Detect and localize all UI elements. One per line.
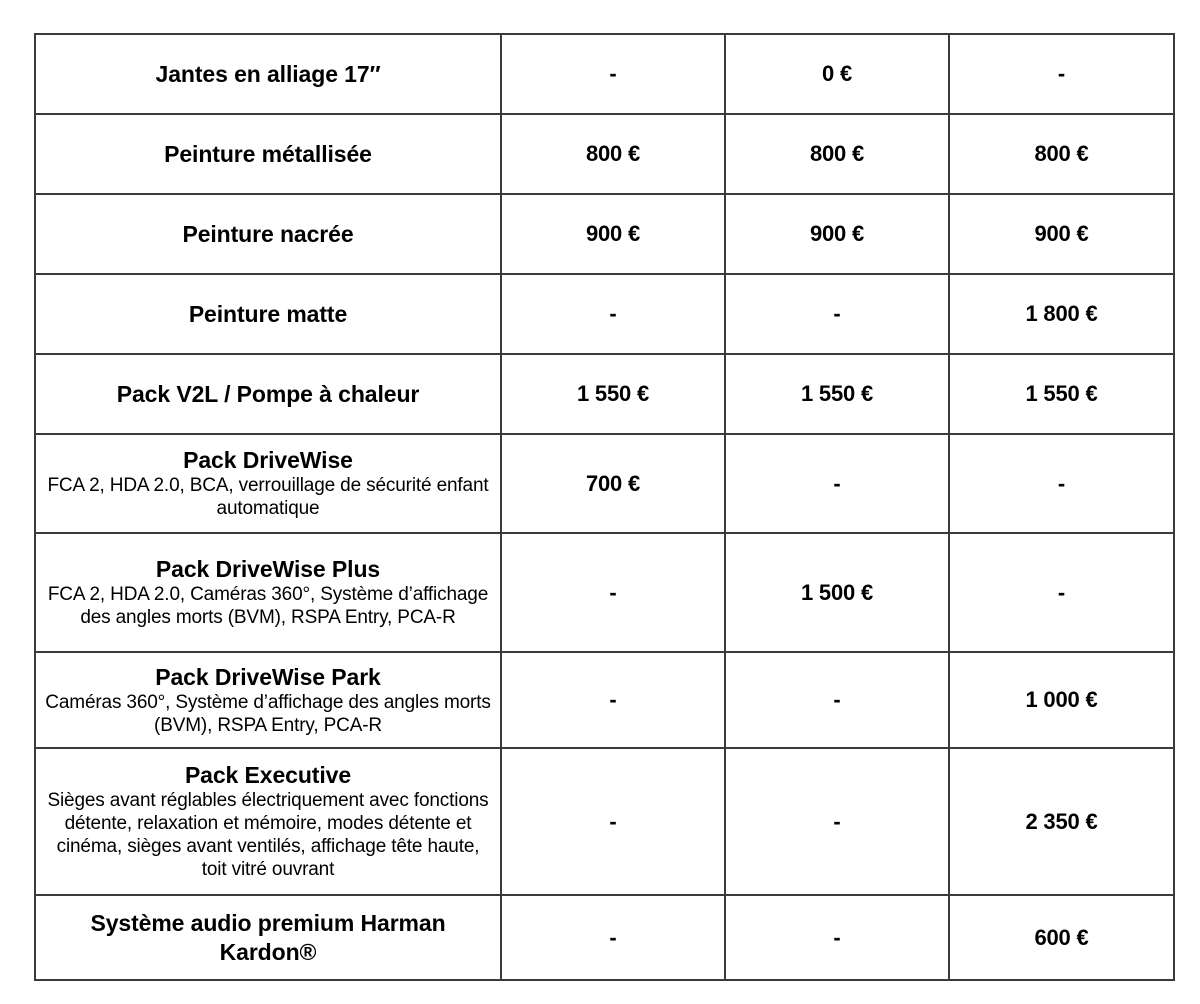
- price-cell-col3: 1 000 €: [949, 652, 1174, 748]
- option-label-cell: [35, 194, 501, 274]
- price-cell-col1: 800 €: [501, 114, 725, 194]
- option-description: FCA 2, HDA 2.0, Caméras 360°, Système d’affichage des angles morts (BVM), RSPA Entry, PCA-R: [47, 584, 489, 629]
- price-cell-col1: -: [501, 895, 725, 980]
- option-label-cell: [35, 114, 501, 194]
- price-cell-col3: -: [949, 34, 1174, 114]
- table-row: [35, 194, 1174, 274]
- price-cell-col2: 1 550 €: [725, 354, 949, 434]
- price-cell-col1: 900 €: [501, 194, 725, 274]
- options-pricing-table: [34, 33, 1175, 981]
- option-title: Peinture nacrée: [182, 220, 354, 247]
- price-cell-col3: 900 €: [949, 194, 1174, 274]
- price-cell-col2: 0 €: [725, 34, 949, 114]
- table-row: [35, 895, 1174, 980]
- option-title: Peinture métallisée: [164, 140, 372, 167]
- option-label-cell: [35, 748, 501, 895]
- table-row: [35, 114, 1174, 194]
- price-cell-col1: 1 550 €: [501, 354, 725, 434]
- table-row: [35, 354, 1174, 434]
- option-title: Jantes en alliage 17″: [155, 60, 381, 87]
- option-title: Pack DriveWise Park: [155, 663, 381, 690]
- option-label-cell: [35, 895, 501, 980]
- price-cell-col3: 1 550 €: [949, 354, 1174, 434]
- price-cell-col3: -: [949, 533, 1174, 652]
- option-description: Caméras 360°, Système d’affichage des angles morts (BVM), RSPA Entry, PCA-R: [45, 691, 491, 736]
- price-cell-col2: -: [725, 748, 949, 895]
- table-row: [35, 434, 1174, 533]
- price-cell-col1: -: [501, 533, 725, 652]
- price-cell-col3: -: [949, 434, 1174, 533]
- option-title: Peinture matte: [188, 300, 348, 327]
- price-cell-col3: 800 €: [949, 114, 1174, 194]
- price-cell-col2: -: [725, 895, 949, 980]
- price-cell-col2: -: [725, 652, 949, 748]
- option-title: Pack DriveWise Plus: [155, 556, 381, 583]
- option-label-cell: [35, 652, 501, 748]
- price-cell-col1: -: [501, 274, 725, 354]
- price-cell-col1: -: [501, 34, 725, 114]
- option-title: Pack Executive: [184, 762, 352, 789]
- price-cell-col2: 900 €: [725, 194, 949, 274]
- table-row: [35, 748, 1174, 895]
- option-label-cell: [35, 274, 501, 354]
- price-cell-col2: 800 €: [725, 114, 949, 194]
- price-cell-col3: 1 800 €: [949, 274, 1174, 354]
- option-description: FCA 2, HDA 2.0, BCA, verrouillage de sécurité enfant automatique: [47, 475, 489, 520]
- option-title: Pack DriveWise: [183, 447, 353, 474]
- table-body: [35, 34, 1174, 980]
- price-cell-col1: -: [501, 652, 725, 748]
- option-label-cell: [35, 34, 501, 114]
- table-row: [35, 274, 1174, 354]
- table-row: [35, 652, 1174, 748]
- price-cell-col2: -: [725, 434, 949, 533]
- option-title: Système audio premium Harman Kardon®: [90, 910, 446, 965]
- price-cell-col3: 600 €: [949, 895, 1174, 980]
- table-row: [35, 533, 1174, 652]
- option-label-cell: [35, 354, 501, 434]
- option-label-cell: [35, 533, 501, 652]
- price-cell-col1: 700 €: [501, 434, 725, 533]
- price-cell-col3: 2 350 €: [949, 748, 1174, 895]
- option-title: Pack V2L / Pompe à chaleur: [116, 380, 420, 407]
- table-row: [35, 34, 1174, 114]
- price-cell-col2: -: [725, 274, 949, 354]
- price-cell-col1: -: [501, 748, 725, 895]
- options-pricing-table-container: [34, 33, 1173, 980]
- price-cell-col2: 1 500 €: [725, 533, 949, 652]
- option-description: Sièges avant réglables électriquement avec fonctions détente, relaxation et mémoire, modes détente et cinéma, sièges avant ventilés, affichage tête haute, toit vitré ouvrant: [47, 790, 489, 880]
- option-label-cell: [35, 434, 501, 533]
